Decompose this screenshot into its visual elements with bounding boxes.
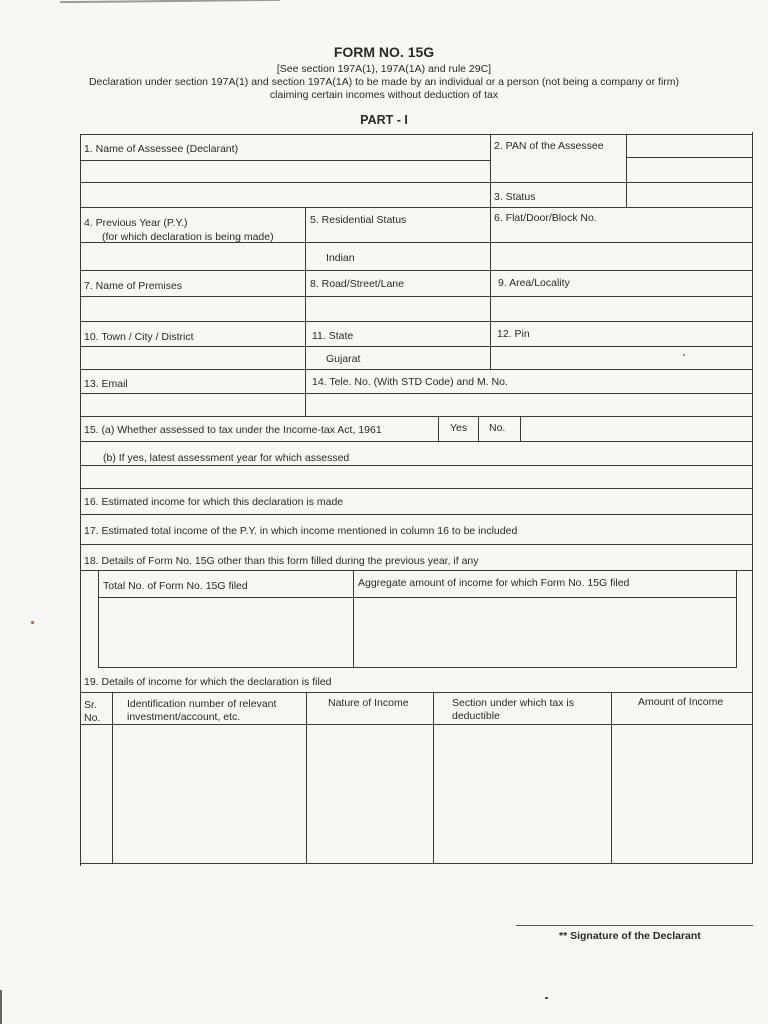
field-18-col-aggregate: Aggregate amount of income for which Form No. 15G filed	[358, 577, 630, 589]
grid-line	[80, 321, 753, 322]
field-7-name-of-premises: 7. Name of Premises	[84, 280, 183, 292]
field-18-other-forms: 18. Details of Form No. 15G other than this form filled during the previous year, if any	[84, 555, 479, 567]
grid-line	[98, 597, 736, 598]
grid-line	[80, 416, 753, 417]
scan-edge-mark	[60, 0, 280, 3]
declaration-line-1: Declaration under section 197A(1) and section 197A(1A) to be made by an individual or a person (not being a company or firm)	[88, 76, 680, 88]
grid-line	[736, 570, 737, 668]
field-1-name-of-assessee: 1. Name of Assessee (Declarant)	[84, 143, 239, 155]
grid-line	[98, 667, 736, 668]
field-15a-assessed: 15. (a) Whether assessed to tax under the Income-tax Act, 1961	[84, 424, 382, 436]
field-17-total-income: 17. Estimated total income of the P.Y. in which income mentioned in column 16 to be included	[84, 525, 518, 537]
grid-line	[80, 207, 753, 208]
grid-line	[80, 692, 753, 693]
field-5-value: Indian	[326, 252, 355, 264]
field-3-status: 3. Status	[494, 191, 536, 203]
field-15b-assessment-year: (b) If yes, latest assessment year for which assessed	[103, 452, 350, 464]
declaration-line-2: claiming certain incomes without deduction of tax	[269, 89, 499, 101]
grid-line	[80, 270, 753, 271]
signature-label: ** Signature of the Declarant	[559, 930, 701, 942]
rule-reference: [See section 197A(1), 197A(1A) and rule 29C]	[276, 63, 492, 75]
grid-line	[80, 182, 753, 183]
field-13-email: 13. Email	[84, 378, 128, 390]
grid-line	[611, 692, 612, 864]
grid-line	[520, 416, 521, 441]
grid-line	[478, 416, 479, 441]
grid-line	[80, 160, 490, 161]
field-14-telephone: 14. Tele. No. (With STD Code) and M. No.	[312, 376, 508, 388]
grid-line	[80, 724, 753, 725]
scan-speck	[31, 621, 34, 624]
col-nature-of-income: Nature of Income	[328, 697, 409, 709]
field-11-value: Gujarat	[326, 353, 361, 365]
col-amount-of-income: Amount of Income	[638, 696, 724, 708]
grid-line	[306, 692, 307, 864]
part-heading: PART - I	[360, 113, 408, 127]
grid-line	[433, 692, 434, 864]
grid-line	[98, 570, 99, 668]
col-section-2: deductible	[452, 710, 500, 722]
grid-line	[626, 134, 627, 207]
field-6-flat-door-block: 6. Flat/Door/Block No.	[494, 212, 597, 224]
grid-line	[626, 157, 753, 158]
signature-line	[516, 925, 753, 926]
field-2-pan: 2. PAN of the Assessee	[494, 140, 604, 152]
grid-left-border	[80, 134, 81, 866]
field-16-estimated-income: 16. Estimated income for which this declaration is made	[84, 496, 344, 508]
scan-speck	[683, 354, 685, 356]
grid-line	[490, 134, 491, 242]
col-identification: Identification number of relevant	[127, 698, 277, 710]
grid-line	[80, 465, 753, 466]
field-19-income-details: 19. Details of income for which the declaration is filed	[84, 676, 332, 688]
form-title: FORM NO. 15G	[333, 44, 435, 60]
scan-speck	[545, 997, 548, 999]
field-18-col-total-forms: Total No. of Form No. 15G filed	[103, 580, 248, 592]
col-sr-no: No.	[84, 712, 101, 724]
grid-line	[80, 296, 753, 297]
field-15-no: No.	[489, 422, 506, 434]
grid-line	[80, 346, 753, 347]
field-11-state: 11. State	[312, 330, 354, 342]
grid-line	[80, 393, 753, 394]
grid-line	[80, 544, 753, 545]
grid-line	[80, 514, 753, 515]
grid-line	[490, 242, 491, 369]
grid-line	[80, 441, 753, 442]
grid-line	[80, 863, 753, 864]
field-12-pin: 12. Pin	[497, 328, 530, 340]
grid-line	[438, 416, 439, 441]
grid-line	[112, 692, 113, 864]
grid-line	[80, 488, 753, 489]
col-section: Section under which tax is	[452, 697, 574, 709]
field-8-road-street: 8. Road/Street/Lane	[310, 278, 404, 290]
field-5-residential-status: 5. Residential Status	[310, 214, 407, 226]
grid-line	[305, 207, 306, 416]
field-4-previous-year: 4. Previous Year (P.Y.)	[84, 217, 188, 229]
grid-line	[80, 570, 753, 571]
scan-edge	[0, 990, 2, 1024]
field-9-area-locality: 9. Area/Locality	[498, 277, 570, 289]
col-sr: Sr.	[84, 699, 97, 711]
grid-line	[80, 369, 753, 370]
field-4-previous-year-note: (for which declaration is being made)	[102, 231, 274, 243]
grid-line	[353, 570, 354, 668]
field-10-town-city: 10. Town / City / District	[84, 331, 194, 343]
field-15-yes: Yes	[450, 422, 468, 434]
col-identification-2: investment/account, etc.	[127, 711, 241, 723]
grid-line	[80, 134, 753, 135]
